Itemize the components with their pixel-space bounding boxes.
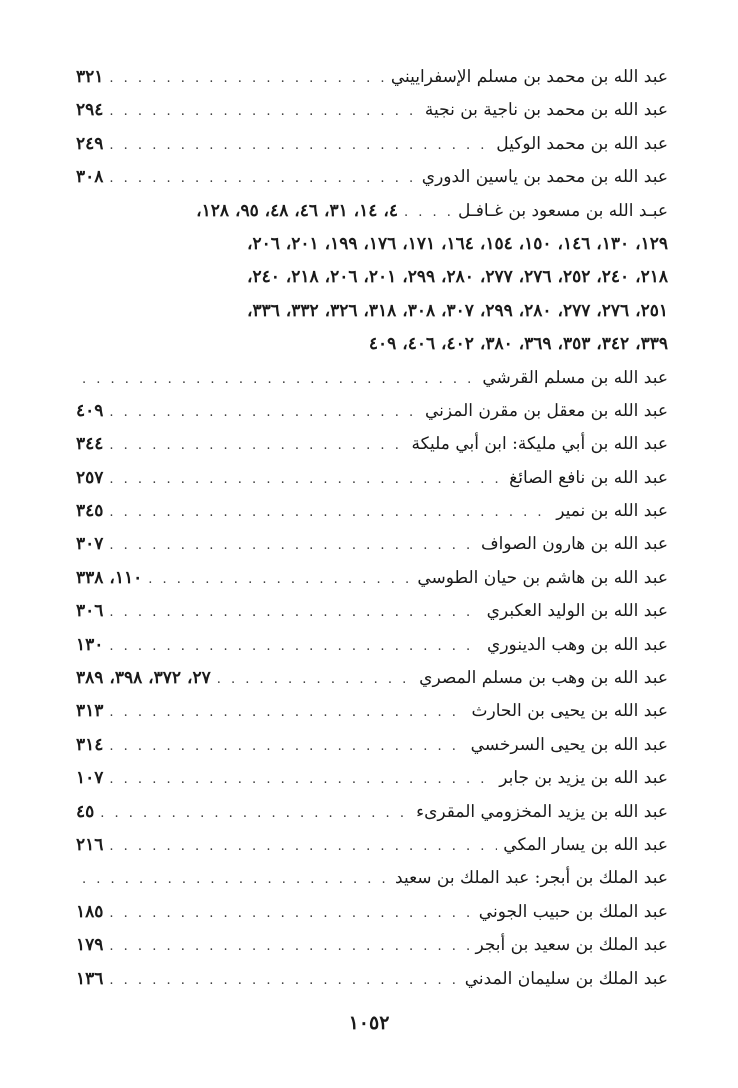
index-entry-continuation (76, 261, 668, 294)
index-entry (76, 94, 668, 127)
entry-name: عبد الله بن يحيى السرخسي (470, 734, 668, 755)
dot-leader (109, 630, 481, 662)
index-entry (76, 362, 668, 395)
dot-leader (82, 863, 389, 895)
entry-name: عبد الله بن هاشم بن حيان الطوسي (417, 567, 668, 588)
entry-name: عبد الله بن وهب الدينوري (487, 634, 668, 655)
entry-name: عبد الملك بن سليمان المدني (464, 968, 668, 989)
index-entry (76, 462, 668, 495)
entry-pages: ٣١٣ (76, 701, 104, 722)
index-entry (76, 629, 668, 662)
entry-pages: ٢٧، ٣٧٢، ٣٩٨، ٣٨٩ (76, 668, 211, 689)
entry-pages: ١١٠، ٣٣٨ (76, 567, 143, 588)
index-entry (76, 562, 668, 595)
entry-pages: ١٣٦ (76, 968, 104, 989)
dot-leader (109, 897, 472, 929)
dot-leader (109, 730, 464, 762)
dot-leader (109, 596, 480, 628)
dot-leader (404, 196, 452, 228)
dot-leader (109, 463, 503, 495)
dot-leader (217, 663, 413, 695)
entry-name: عبد الملك بن أبجر: عبد الملك بن سعيد (395, 868, 668, 889)
dot-leader (100, 797, 410, 829)
entry-pages: ١٢٩، ١٣٠، ١٤٦، ١٥٠، ١٥٤، ١٦٤، ١٧١، ١٧٦، ١٩٩، ٢٠١، ٢٠٦، (246, 233, 668, 254)
dot-leader (109, 964, 458, 996)
entry-pages: ٢١٨، ٢٤٠، ٢٥٢، ٢٧٦، ٢٧٧، ٢٨٠، ٢٩٩، ٢٠١، ٢٠٦، ٢١٨، ٢٤٠، (246, 267, 668, 288)
index-entry (76, 195, 668, 228)
dot-leader (109, 930, 469, 962)
entry-name: عبد الله بن الوليد العكبري (486, 601, 668, 622)
index-entries (76, 61, 668, 996)
dot-leader (148, 563, 411, 595)
dot-leader (109, 396, 419, 428)
page-number: ١٠٥٢ (348, 1012, 390, 1034)
entry-name: عبد الله بن نافع الصائغ (509, 467, 668, 488)
entry-name: عبد الملك بن حبيب الجوني (478, 901, 668, 922)
dot-leader (109, 696, 465, 728)
entry-name: عبد الله بن محمد بن مسلم الإسفراييني (390, 67, 668, 87)
dot-leader (109, 496, 550, 528)
entry-pages: ٢٤٩ (76, 133, 104, 154)
dot-leader (109, 129, 490, 161)
entry-pages: ٤٠٩ (76, 400, 104, 421)
entry-pages: ٣٤٥ (76, 501, 104, 522)
dot-leader (109, 95, 418, 127)
entry-pages: ٣٠٨ (76, 167, 104, 188)
entry-pages: ٢١٦ (76, 834, 104, 855)
index-entry (76, 896, 668, 929)
dot-leader (109, 763, 493, 795)
entry-name: عبد الله بن محمد الوكيل (496, 133, 668, 154)
dot-leader (109, 529, 475, 561)
index-entry-continuation (76, 228, 668, 261)
entry-name: عبد الله بن نمير (556, 501, 668, 522)
entry-pages: ١٠٧ (76, 768, 104, 789)
entry-pages: ٣٠٧ (76, 534, 104, 555)
index-entry (76, 428, 668, 461)
entry-name: عبد الله بن يزيد المخزومي المقرىء (416, 801, 668, 822)
index-entry (76, 495, 668, 528)
entry-name: عبد الله بن أبي مليكة: ابن أبي مليكة (411, 434, 668, 455)
index-entry (76, 695, 668, 728)
index-entry (76, 862, 668, 895)
entry-pages: ١٧٩ (76, 935, 104, 956)
index-entry (76, 762, 668, 795)
entry-name: عبـد الله بن مسعود بن غـافـل (457, 200, 668, 221)
index-entry (76, 528, 668, 561)
entry-pages: ٣١٤ (76, 734, 104, 755)
index-entry (76, 796, 668, 829)
dot-leader (109, 62, 384, 94)
entry-pages: ٣٣٩، ٣٤٢، ٣٥٣، ٣٦٩، ٣٨٠، ٤٠٢، ٤٠٦، ٤٠٩ (368, 334, 668, 355)
entry-pages: ٢٥٧ (76, 467, 104, 488)
entry-pages: ٣٠٦ (76, 601, 104, 622)
dot-leader (109, 429, 405, 461)
entry-name: عبد الله بن يحيى بن الحارث (471, 701, 668, 722)
entry-pages: ١٣٠ (76, 634, 104, 655)
index-entry (76, 595, 668, 628)
entry-pages: ٢٩٤ (76, 100, 104, 121)
index-entry (76, 61, 668, 94)
entry-name: عبد الله بن محمد بن ناجية بن نجية (424, 100, 668, 121)
entry-pages: ٣٤٤ (76, 434, 104, 455)
entry-pages: ٢٥١، ٢٧٦، ٢٧٧، ٢٨٠، ٢٩٩، ٣٠٧، ٣٠٨، ٣١٨، ٣٢٦، ٣٣٢، ٣٣٦، (246, 300, 668, 321)
entry-pages: ٤٥ (76, 801, 95, 822)
dot-leader (82, 363, 476, 395)
entry-pages: ٤، ١٤، ٣١، ٤٦، ٤٨، ٩٥، ١٢٨، (196, 200, 398, 221)
entry-name: عبد الله بن معقل بن مقرن المزني (425, 400, 668, 421)
entry-name: عبد الله بن محمد بن ياسين الدوري (421, 167, 668, 188)
index-entry (76, 128, 668, 161)
entry-name: عبد الله بن وهب بن مسلم المصري (419, 668, 668, 689)
entry-pages: ٣٢١ (76, 67, 104, 87)
dot-leader (109, 830, 497, 862)
entry-pages: ١٨٥ (76, 901, 104, 922)
index-entry (76, 929, 668, 962)
index-entry-continuation (76, 328, 668, 361)
entry-name: عبد الملك بن سعيد بن أبجر (475, 935, 668, 956)
index-entry (76, 729, 668, 762)
index-entry (76, 161, 668, 194)
index-entry (76, 395, 668, 428)
index-entry-continuation (76, 295, 668, 328)
index-entry (76, 662, 668, 695)
entry-name: عبد الله بن يسار المكي (503, 834, 668, 855)
index-entry (76, 829, 668, 862)
index-entry (76, 963, 668, 996)
entry-name: عبد الله بن مسلم القرشي (482, 367, 668, 388)
dot-leader (109, 162, 415, 194)
entry-name: عبد الله بن هارون الصواف (481, 534, 668, 555)
entry-name: عبد الله بن يزيد بن جابر (499, 768, 668, 789)
